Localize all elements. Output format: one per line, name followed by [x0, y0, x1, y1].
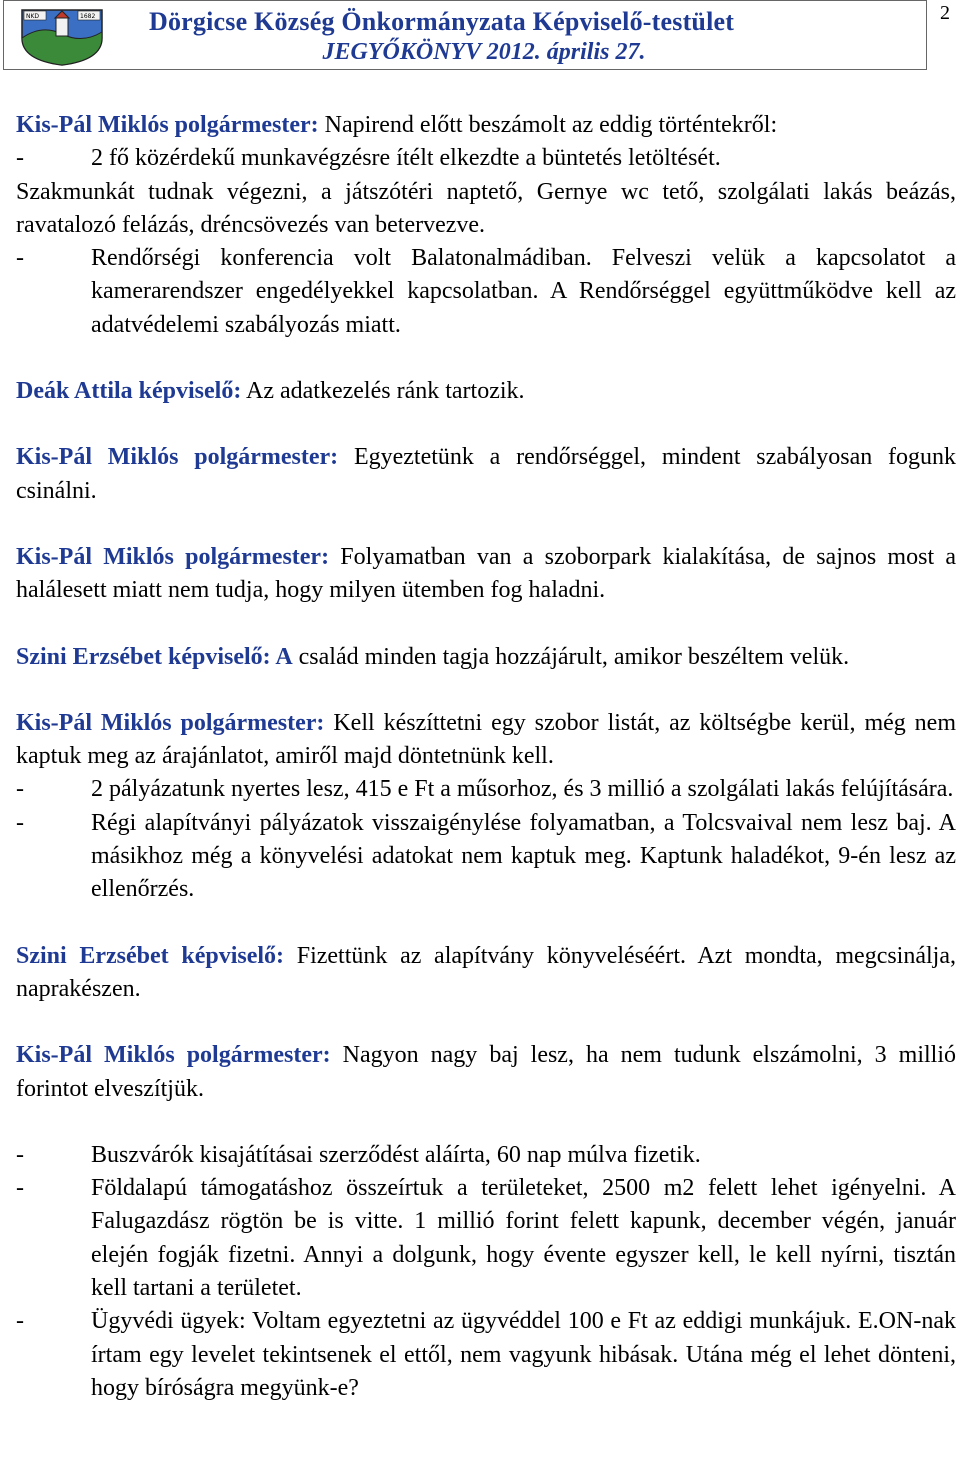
- paragraph: [16, 375, 956, 408]
- speaker-label: Kis-Pál Miklós polgármester:: [16, 1042, 331, 1069]
- speaker-label: Szini Erzsébet képviselő:: [16, 942, 285, 969]
- paragraph: [16, 1039, 956, 1106]
- paragraph-text: Az adatkezelés ránk tartozik.: [241, 378, 525, 405]
- speaker-label: Kis-Pál Miklós polgármester:: [16, 112, 319, 138]
- list-dash: -: [16, 809, 24, 836]
- list-dash: -: [16, 1141, 24, 1168]
- paragraph-text: Nagyon nagy baj lesz, ha nem tudunk elszámolni, 3 millió forintot elveszítjük.: [16, 1042, 956, 1102]
- svg-text:1682: 1682: [80, 13, 96, 20]
- list-dash: -: [16, 1308, 24, 1335]
- list-item: [16, 807, 956, 907]
- page-number: 2: [940, 2, 950, 24]
- list-item: [16, 242, 956, 342]
- list-item-text: 2 pályázatunk nyertes lesz, 415 e Ft a műsorhoz, és 3 millió a szolgálati lakás felújítására.: [91, 776, 954, 803]
- paragraph-text: Kell készíttetni egy szobor listát, az költségbe kerül, még nem kaptuk meg az árajánlatot, amiről majd döntetnünk kell.: [16, 709, 956, 770]
- list-item: [16, 1172, 956, 1305]
- minutes-body: [16, 109, 956, 1405]
- svg-text:NKD: NKD: [26, 13, 40, 20]
- speaker-label: Kis-Pál Miklós polgármester:: [16, 709, 325, 736]
- list-item-text: Ügyvédi ügyek: Voltam egyeztetni az ügyvéddel 100 e Ft az eddigi munkájuk. E.ON-nak írtam egy levelet tekintsenek el ettől, nem vagyunk hibásak. Utána még el lehet dönteni, hogy bíróságra megyünk-e?: [91, 1308, 956, 1401]
- list-dash: -: [16, 1175, 24, 1202]
- paragraph: [16, 541, 956, 608]
- list-item: [16, 773, 956, 806]
- speaker-label: Deák Attila képviselő:: [16, 378, 242, 405]
- list-item-text: Buszvárók kisajátításai szerződést aláírta, 60 nap múlva fizetik.: [91, 1141, 701, 1168]
- list-item-text: Régi alapítványi pályázatok visszaigénylése folyamatban, a Tolcsvaival nem lesz baj. A másikhoz még a könyvelési adatokat nem kaptuk meg. Kaptunk haladékot, 9-én lesz az ellenőrzés.: [91, 809, 956, 903]
- municipality-crest-logo: [12, 4, 112, 66]
- speaker-label: Szini Erzsébet képviselő: A: [16, 643, 293, 670]
- list-item-text: Földalapú támogatáshoz összeírtuk a területeket, 2500 m2 felett lehet igényelni. A Falugazdász rögtön be is vitte. 1 millió forint felett kapunk, december végén, január elején fogják fizetni. Annyi a dolgunk, hogy évente egyszer kell, le kell nyírni, tisztán kell tartani a területet.: [91, 1175, 956, 1302]
- document-title: Dörgicse Község Önkormányzata Képviselő-testület: [149, 7, 735, 36]
- document-subtitle: JEGYŐKÖNYV 2012. április 27.: [322, 39, 646, 65]
- paragraph: [16, 641, 956, 674]
- list-item-text: Rendőrségi konferencia volt Balatonalmádiban. Felveszi velük a kapcsolatot a kamerarendszer engedélyekkel kapcsolatban. A Rendőrséggel együttműködve kell az adatvédelemi szabályozás miatt.: [91, 245, 956, 338]
- list-dash: -: [16, 145, 24, 172]
- list-dash: -: [16, 776, 24, 803]
- paragraph-text: Szakmunkát tudnak végezni, a játszótéri naptető, Gernye wc tető, szolgálati lakás beázás, ravatalozó felázás, dréncsövezés van betervezve.: [16, 178, 956, 238]
- document-header: [3, 0, 927, 70]
- list-item-text: 2 fő közérdekű munkavégzésre ítélt elkezdte a büntetés letöltését.: [91, 145, 721, 172]
- paragraph-text: család minden tagja hozzájárult, amikor beszéltem velük.: [292, 643, 850, 670]
- paragraph: [16, 940, 956, 1007]
- paragraph-text: Egyeztetünk a rendőrséggel, mindent szabályosan fogunk csinálni.: [16, 444, 956, 504]
- list-item: [16, 142, 956, 175]
- list-dash: -: [16, 245, 24, 272]
- list-item: [16, 1305, 956, 1405]
- paragraph-text: Folyamatban van a szoborpark kialakítása, de sajnos most a halálesett miatt nem tudja, hogy milyen ütemben fog haladni.: [16, 543, 956, 604]
- speaker-label: Kis-Pál Miklós polgármester:: [16, 543, 330, 570]
- speaker-label: Kis-Pál Miklós polgármester:: [16, 444, 339, 471]
- list-item: [16, 1139, 956, 1172]
- paragraph: [16, 707, 956, 774]
- paragraph-text: Fizettünk az alapítvány könyveléséért. Azt mondta, megcsinálja, naprakészen.: [16, 942, 956, 1002]
- paragraph: [16, 441, 956, 508]
- paragraph-text: Napirend előtt beszámolt az eddig történtekről:: [318, 112, 778, 138]
- paragraph: [16, 109, 956, 142]
